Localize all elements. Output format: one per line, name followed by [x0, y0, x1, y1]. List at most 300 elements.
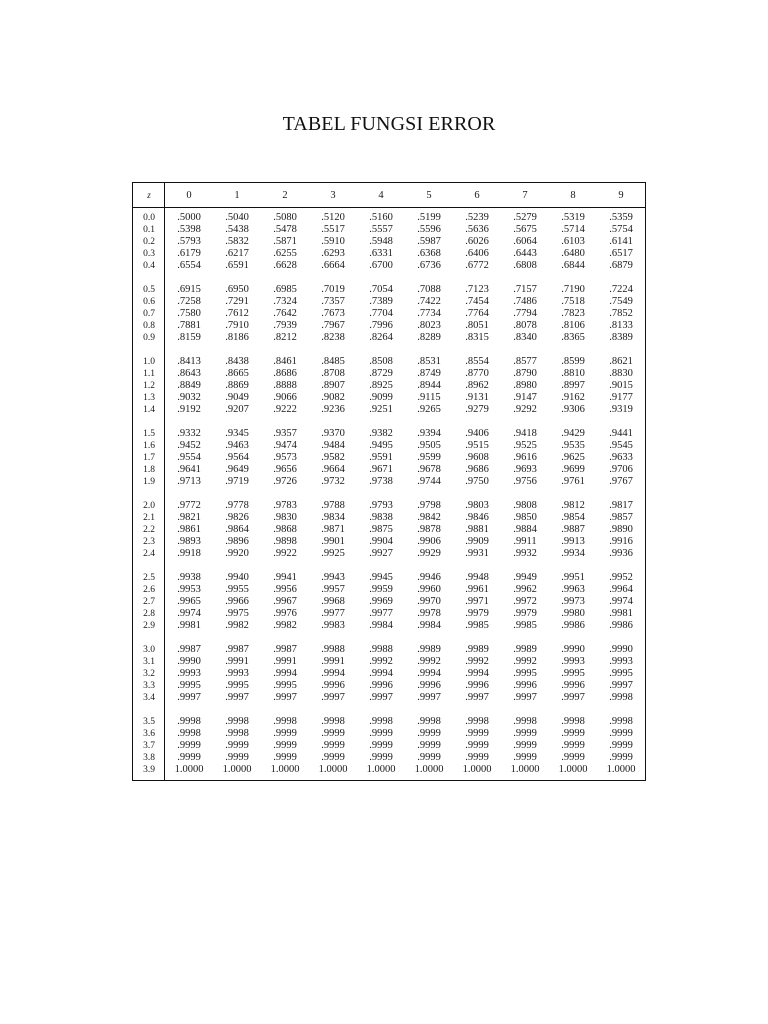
table-row: [133, 428, 645, 440]
table-row: [133, 764, 645, 776]
table-row: [133, 248, 645, 260]
table-cell: .9997: [225, 692, 249, 703]
table-cell: .7019: [321, 284, 345, 295]
table-row: [133, 728, 645, 740]
table-cell: .9981: [609, 608, 633, 619]
table-cell: .9370: [321, 428, 345, 439]
table-cell: .9995: [273, 680, 297, 691]
table-cell: .9999: [513, 740, 537, 751]
table-cell: .5438: [225, 224, 249, 235]
table-row: [133, 524, 645, 536]
table-cell: .9999: [225, 740, 249, 751]
table-cell: .8289: [417, 332, 441, 343]
z-value: 2.4: [143, 549, 155, 559]
table-cell: .5675: [513, 224, 537, 235]
table-cell: .7518: [561, 296, 585, 307]
table-cell: .7324: [273, 296, 297, 307]
table-cell: .8389: [609, 332, 633, 343]
table-cell: .9332: [177, 428, 201, 439]
table-cell: .9995: [513, 668, 537, 679]
table-cell: .9955: [225, 584, 249, 595]
table-cell: .9719: [225, 476, 249, 487]
table-cell: .9999: [177, 752, 201, 763]
table-cell: .9608: [465, 452, 489, 463]
table-cell: .9998: [225, 716, 249, 727]
table-cell: .9996: [369, 680, 393, 691]
table-cell: .9966: [225, 596, 249, 607]
table-cell: .6064: [513, 236, 537, 247]
table-cell: .9484: [321, 440, 345, 451]
z-value: 0.6: [143, 297, 155, 307]
table-row: [133, 716, 645, 728]
table-cell: .9115: [417, 392, 441, 403]
table-cell: .9177: [609, 392, 633, 403]
table-cell: .9251: [369, 404, 393, 415]
column-header: 2: [282, 189, 288, 201]
table-cell: .7454: [465, 296, 489, 307]
z-value: 0.1: [143, 225, 155, 235]
table-cell: .8810: [561, 368, 585, 379]
table-cell: .9890: [609, 524, 633, 535]
table-cell: .9922: [273, 548, 297, 559]
table-cell: .9996: [561, 680, 585, 691]
table-cell: .9878: [417, 524, 441, 535]
table-cell: .8849: [177, 380, 201, 391]
z-value: 1.7: [143, 453, 155, 463]
z-value: 1.3: [143, 393, 155, 403]
table-cell: .9991: [321, 656, 345, 667]
table-cell: .9535: [561, 440, 585, 451]
table-cell: .9441: [609, 428, 633, 439]
table-cell: .5754: [609, 224, 633, 235]
table-cell: .6293: [321, 248, 345, 259]
table-cell: .9744: [417, 476, 441, 487]
table-cell: .9925: [321, 548, 345, 559]
table-cell: .9993: [561, 656, 585, 667]
table-cell: .9049: [225, 392, 249, 403]
table-cell: .7734: [417, 308, 441, 319]
z-value: 2.6: [143, 585, 155, 595]
table-cell: .9554: [177, 452, 201, 463]
table-cell: .9817: [609, 500, 633, 511]
table-cell: .9842: [417, 512, 441, 523]
error-function-table: [132, 182, 646, 781]
table-cell: .9987: [177, 644, 201, 655]
table-row: [133, 476, 645, 488]
table-cell: .9974: [609, 596, 633, 607]
table-cell: .9916: [609, 536, 633, 547]
table-cell: .9992: [417, 656, 441, 667]
table-cell: .9738: [369, 476, 393, 487]
table-row: [133, 572, 645, 584]
table-cell: .9998: [561, 716, 585, 727]
z-value: 2.8: [143, 609, 155, 619]
table-cell: .9515: [465, 440, 489, 451]
table-cell: .9994: [417, 668, 441, 679]
table-cell: .7939: [273, 320, 297, 331]
table-cell: .8643: [177, 368, 201, 379]
table-cell: .7157: [513, 284, 537, 295]
table-cell: .9999: [177, 740, 201, 751]
table-cell: .6950: [225, 284, 249, 295]
column-header: 6: [474, 189, 480, 201]
table-cell: .7549: [609, 296, 633, 307]
table-cell: .9985: [513, 620, 537, 631]
table-cell: .5199: [417, 212, 441, 223]
table-cell: .9898: [273, 536, 297, 547]
table-cell: .5160: [369, 212, 393, 223]
table-cell: .9838: [369, 512, 393, 523]
table-cell: 1.0000: [174, 764, 204, 775]
table-cell: .8340: [513, 332, 537, 343]
table-row: [133, 464, 645, 476]
column-header: 5: [426, 189, 432, 201]
table-cell: .7823: [561, 308, 585, 319]
table-cell: .9946: [417, 572, 441, 583]
table-cell: .9985: [465, 620, 489, 631]
table-cell: .8365: [561, 332, 585, 343]
z-value: 0.7: [143, 309, 155, 319]
table-cell: .9962: [513, 584, 537, 595]
table-cell: .9995: [177, 680, 201, 691]
table-cell: .9834: [321, 512, 345, 523]
table-cell: .6628: [273, 260, 297, 271]
table-cell: .9192: [177, 404, 201, 415]
table-cell: .9927: [369, 548, 393, 559]
table-cell: .8790: [513, 368, 537, 379]
table-cell: 1.0000: [558, 764, 588, 775]
table-cell: .7054: [369, 284, 393, 295]
table-cell: .8438: [225, 356, 249, 367]
table-cell: 1.0000: [222, 764, 252, 775]
table-cell: .9808: [513, 500, 537, 511]
table-cell: .9936: [609, 548, 633, 559]
table-cell: .5279: [513, 212, 537, 223]
table-cell: .8159: [177, 332, 201, 343]
table-cell: .7580: [177, 308, 201, 319]
table-cell: 1.0000: [462, 764, 492, 775]
table-cell: .6736: [417, 260, 441, 271]
table-cell: .6664: [321, 260, 345, 271]
table-cell: .9616: [513, 452, 537, 463]
table-cell: .5557: [369, 224, 393, 235]
table-cell: .7612: [225, 308, 249, 319]
table-cell: .7190: [561, 284, 585, 295]
table-cell: .9505: [417, 440, 441, 451]
table-row: [133, 680, 645, 692]
table-cell: .9945: [369, 572, 393, 583]
z-value: 3.2: [143, 669, 155, 679]
table-cell: .9854: [561, 512, 585, 523]
table-cell: .9545: [609, 440, 633, 451]
table-cell: .9998: [609, 692, 633, 703]
table-cell: .9162: [561, 392, 585, 403]
table-cell: .8997: [561, 380, 585, 391]
z-value: 1.1: [143, 369, 155, 379]
table-cell: .7486: [513, 296, 537, 307]
table-row: [133, 512, 645, 524]
table-cell: .9989: [417, 644, 441, 655]
table-cell: .9999: [465, 752, 489, 763]
table-cell: .9974: [177, 608, 201, 619]
z-value: 3.1: [143, 657, 155, 667]
table-cell: .9147: [513, 392, 537, 403]
table-cell: .9997: [561, 692, 585, 703]
table-cell: .9812: [561, 500, 585, 511]
table-cell: .9997: [369, 692, 393, 703]
z-value: 1.2: [143, 381, 155, 391]
table-cell: .9978: [417, 608, 441, 619]
z-value: 2.9: [143, 621, 155, 631]
table-cell: 1.0000: [270, 764, 300, 775]
table-cell: .9082: [321, 392, 345, 403]
table-cell: .9961: [465, 584, 489, 595]
table-cell: .8212: [273, 332, 297, 343]
table-cell: .9952: [609, 572, 633, 583]
table-cell: .5910: [321, 236, 345, 247]
table-cell: .6700: [369, 260, 393, 271]
table-cell: .9987: [225, 644, 249, 655]
table-cell: .9981: [177, 620, 201, 631]
table-cell: .6103: [561, 236, 585, 247]
table-cell: .9995: [609, 668, 633, 679]
table-cell: .9207: [225, 404, 249, 415]
table-cell: .9131: [465, 392, 489, 403]
table-cell: .8907: [321, 380, 345, 391]
table-row: [133, 404, 645, 416]
table-cell: .9976: [273, 608, 297, 619]
table-block: [133, 356, 645, 416]
table-row: [133, 608, 645, 620]
table-row: [133, 356, 645, 368]
table-cell: .9881: [465, 524, 489, 535]
table-cell: .9998: [465, 716, 489, 727]
table-cell: .9999: [417, 752, 441, 763]
table-cell: .6772: [465, 260, 489, 271]
table-cell: .9951: [561, 572, 585, 583]
table-cell: .6517: [609, 248, 633, 259]
table-cell: .8708: [321, 368, 345, 379]
table-cell: .5987: [417, 236, 441, 247]
z-value: 0.2: [143, 237, 155, 247]
table-cell: .9977: [369, 608, 393, 619]
table-cell: .9678: [417, 464, 441, 475]
z-value: 2.1: [143, 513, 155, 523]
table-cell: .9887: [561, 524, 585, 535]
table-row: [133, 440, 645, 452]
z-value: 1.5: [143, 429, 155, 439]
table-cell: .9999: [465, 728, 489, 739]
table-cell: .9564: [225, 452, 249, 463]
table-row: [133, 452, 645, 464]
table-cell: .9969: [369, 596, 393, 607]
table-cell: .9732: [321, 476, 345, 487]
table-cell: .9990: [609, 644, 633, 655]
z-value: 1.0: [143, 357, 155, 367]
table-block: [133, 284, 645, 344]
table-cell: .8599: [561, 356, 585, 367]
table-row: [133, 536, 645, 548]
table-cell: .9893: [177, 536, 201, 547]
z-value: 2.2: [143, 525, 155, 535]
table-cell: .9995: [561, 668, 585, 679]
table-cell: .9990: [561, 644, 585, 655]
table-cell: .8315: [465, 332, 489, 343]
z-value: 3.7: [143, 741, 155, 751]
table-cell: .5080: [273, 212, 297, 223]
z-value: 2.3: [143, 537, 155, 547]
table-cell: .9999: [321, 728, 345, 739]
table-cell: .9993: [177, 668, 201, 679]
table-row: [133, 308, 645, 320]
table-cell: .9943: [321, 572, 345, 583]
table-cell: .8869: [225, 380, 249, 391]
table-cell: .9788: [321, 500, 345, 511]
table-cell: .7389: [369, 296, 393, 307]
table-cell: .9999: [513, 752, 537, 763]
z-value: 1.9: [143, 477, 155, 487]
table-cell: .9474: [273, 440, 297, 451]
table-cell: .9979: [513, 608, 537, 619]
table-cell: .9999: [561, 728, 585, 739]
z-value: 3.5: [143, 717, 155, 727]
z-value: 3.8: [143, 753, 155, 763]
table-cell: .9222: [273, 404, 297, 415]
table-cell: .9913: [561, 536, 585, 547]
table-cell: .9798: [417, 500, 441, 511]
table-cell: .9999: [465, 740, 489, 751]
table-cell: .9957: [321, 584, 345, 595]
table-cell: .9998: [177, 728, 201, 739]
table-row: [133, 236, 645, 248]
table-cell: .9236: [321, 404, 345, 415]
table-cell: .6406: [465, 248, 489, 259]
table-cell: .5948: [369, 236, 393, 247]
table-cell: .7291: [225, 296, 249, 307]
table-cell: .9996: [465, 680, 489, 691]
table-cell: .9991: [273, 656, 297, 667]
table-cell: .9992: [513, 656, 537, 667]
table-cell: .9970: [417, 596, 441, 607]
table-cell: .9495: [369, 440, 393, 451]
table-cell: .9625: [561, 452, 585, 463]
column-header: 8: [570, 189, 576, 201]
column-header: 3: [330, 189, 336, 201]
table-cell: .9963: [561, 584, 585, 595]
table-row: [133, 224, 645, 236]
table-cell: .9999: [273, 728, 297, 739]
table-cell: .5832: [225, 236, 249, 247]
table-cell: .6368: [417, 248, 441, 259]
table-cell: .9778: [225, 500, 249, 511]
table-cell: .9783: [273, 500, 297, 511]
table-cell: .9984: [417, 620, 441, 631]
table-cell: .6480: [561, 248, 585, 259]
table-cell: .9979: [465, 608, 489, 619]
table-row: [133, 740, 645, 752]
table-cell: .8944: [417, 380, 441, 391]
table-cell: .9932: [513, 548, 537, 559]
table-row: [133, 260, 645, 272]
table-row: [133, 620, 645, 632]
table-cell: .7422: [417, 296, 441, 307]
table-cell: .9857: [609, 512, 633, 523]
table-cell: .9830: [273, 512, 297, 523]
table-cell: .6141: [609, 236, 633, 247]
table-cell: .9999: [225, 752, 249, 763]
table-cell: .9982: [225, 620, 249, 631]
table-cell: .9772: [177, 500, 201, 511]
table-cell: .9982: [273, 620, 297, 631]
table-cell: .7910: [225, 320, 249, 331]
table-row: [133, 296, 645, 308]
table-cell: .9999: [369, 740, 393, 751]
table-cell: .9999: [561, 740, 585, 751]
table-cell: .9999: [369, 728, 393, 739]
table-cell: .9984: [369, 620, 393, 631]
table-cell: .9099: [369, 392, 393, 403]
table-cell: .9999: [369, 752, 393, 763]
table-cell: .7996: [369, 320, 393, 331]
table-cell: .6331: [369, 248, 393, 259]
table-cell: .7258: [177, 296, 201, 307]
table-cell: .7088: [417, 284, 441, 295]
table-cell: .9032: [177, 392, 201, 403]
column-header: 7: [522, 189, 528, 201]
table-cell: .8830: [609, 368, 633, 379]
table-cell: .9292: [513, 404, 537, 415]
table-cell: .8051: [465, 320, 489, 331]
z-value: 3.4: [143, 693, 155, 703]
table-cell: .5478: [273, 224, 297, 235]
table-cell: .9999: [513, 728, 537, 739]
table-cell: .7967: [321, 320, 345, 331]
z-value: 2.0: [143, 501, 155, 511]
table-cell: .9994: [369, 668, 393, 679]
table-cell: .8023: [417, 320, 441, 331]
table-cell: .8554: [465, 356, 489, 367]
table-cell: .5120: [321, 212, 345, 223]
table-cell: .6844: [561, 260, 585, 271]
z-value: 0.8: [143, 321, 155, 331]
table-cell: .8962: [465, 380, 489, 391]
table-cell: .9956: [273, 584, 297, 595]
z-value: 2.5: [143, 573, 155, 583]
table-block: [133, 716, 645, 776]
table-cell: .9995: [225, 680, 249, 691]
table-cell: .9998: [369, 716, 393, 727]
table-cell: .9686: [465, 464, 489, 475]
table-cell: .9986: [561, 620, 585, 631]
table-cell: .9968: [321, 596, 345, 607]
table-cell: .9871: [321, 524, 345, 535]
table-cell: .5517: [321, 224, 345, 235]
table-cell: .9992: [465, 656, 489, 667]
table-cell: .9998: [273, 716, 297, 727]
table-cell: .9998: [225, 728, 249, 739]
table-cell: .9803: [465, 500, 489, 511]
table-cell: .7673: [321, 308, 345, 319]
table-row: [133, 368, 645, 380]
table-cell: .9997: [273, 692, 297, 703]
table-cell: .5040: [225, 212, 249, 223]
table-cell: .9452: [177, 440, 201, 451]
table-cell: .9999: [321, 740, 345, 751]
table-cell: .9671: [369, 464, 393, 475]
table-cell: .7852: [609, 308, 633, 319]
table-block: [133, 212, 645, 272]
table-cell: .9998: [177, 716, 201, 727]
